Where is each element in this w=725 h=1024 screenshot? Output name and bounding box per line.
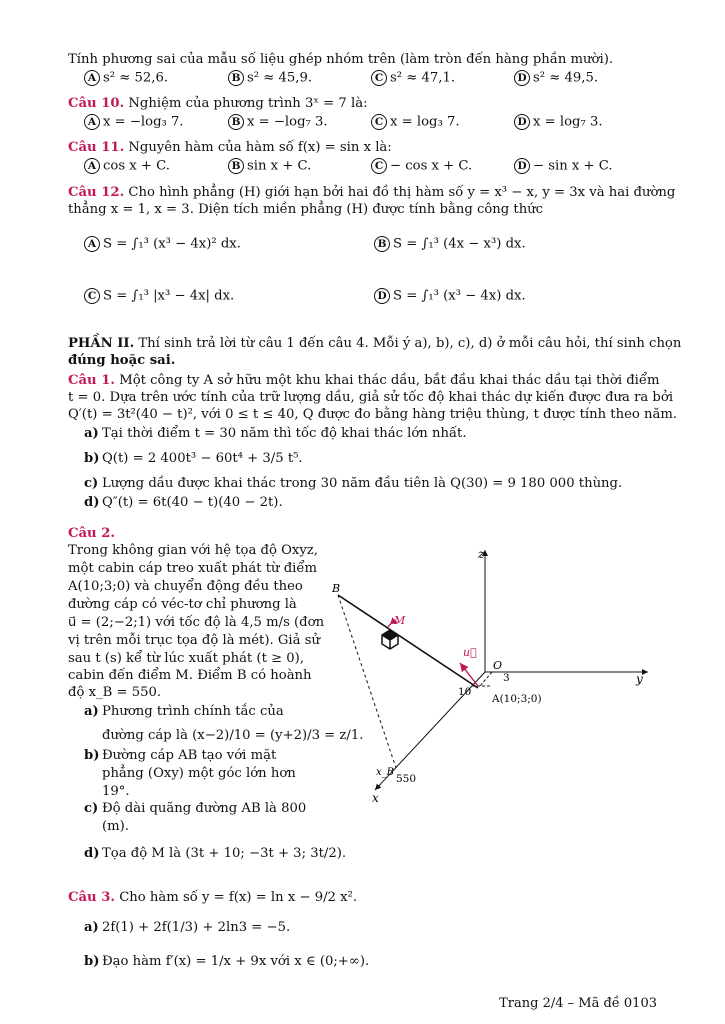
q12-option-d[interactable] — [374, 288, 526, 305]
label-u: u⃗ — [463, 646, 477, 659]
question-label: Câu 11. — [68, 140, 125, 155]
item-key: b) — [84, 451, 100, 466]
option-text: s² ≈ 45,9. — [247, 70, 313, 86]
p2q3-item-a[interactable] — [84, 920, 290, 937]
p2q2-text-line: độ x_B = 550. — [68, 685, 162, 700]
p2q2-item-d[interactable] — [84, 846, 346, 863]
q9-text: Tính phương sai của mẫu số liệu ghép nhóm trên (làm tròn đến hàng phần mười). — [68, 52, 614, 67]
option-marker: D — [374, 288, 390, 304]
option-text: − cos x + C. — [390, 158, 473, 174]
item-text: Q(t) = 2 400t³ − 60t⁴ + 3/5 t⁵. — [102, 451, 303, 466]
question-text: Cho hình phẳng (H) giới hạn bởi hai đồ thị hàm số y = x³ − x, y = 3x và hai đường — [128, 185, 676, 200]
b-projection — [338, 595, 396, 768]
p2q1-item-d[interactable] — [84, 495, 283, 512]
item-key: b) — [84, 748, 100, 763]
option-marker: A — [84, 114, 100, 130]
p2q1-item-c[interactable] — [84, 476, 622, 493]
item-text: Độ dài quãng đường AB là 800 — [102, 801, 307, 816]
q10-option-d[interactable] — [514, 114, 603, 131]
item-text: 2f(1) + 2f(1/3) + 2ln3 = −5. — [102, 920, 291, 935]
label-3: 3 — [503, 672, 510, 684]
q11-option-d[interactable] — [514, 158, 613, 175]
q10-stem — [68, 96, 368, 113]
p2q3-item-b[interactable] — [84, 954, 369, 971]
option-text: x = log₃ 7. — [390, 114, 460, 130]
part2-instructions-line2: đúng hoặc sai. — [68, 353, 176, 368]
label-o: O — [493, 659, 503, 672]
item-text: Đường cáp AB tạo với mặt — [102, 748, 277, 763]
question-text: Nguyên hàm của hàm số f(x) = sin x là: — [128, 140, 392, 155]
option-text: − sin x + C. — [533, 158, 613, 174]
item-key: a) — [84, 426, 99, 441]
label-10: 10 — [458, 686, 472, 698]
part-instructions: Thí sinh trả lời từ câu 1 đến câu 4. Mỗi ý a), b), c), d) ở mỗi câu hỏi, thí sinh chọn — [138, 336, 682, 351]
q11-option-b[interactable] — [228, 158, 311, 175]
option-marker: C — [84, 288, 100, 304]
q11-option-c[interactable] — [371, 158, 472, 175]
p2q2-item-a[interactable] — [84, 704, 284, 721]
p2q2-item-b-cont: phẳng (Oxy) một góc lớn hơn — [102, 766, 296, 781]
option-text: S = ∫₁³ (x³ − 4x)² dx. — [103, 236, 241, 252]
option-text: x = −log₃ 7. — [103, 114, 184, 130]
option-text: S = ∫₁³ (4x − x³) dx. — [393, 236, 526, 252]
item-key: d) — [84, 495, 100, 510]
option-marker: C — [371, 114, 387, 130]
q9-option-c[interactable] — [371, 70, 455, 87]
item-key: b) — [84, 954, 100, 969]
question-text: Một công ty A sở hữu một khu khai thác dầu, bắt đầu khai thác dầu tại thời điểm — [119, 373, 660, 388]
p2q1-line3: Q′(t) = 3t²(40 − t)², với 0 ≤ t ≤ 40, Q được đo bằng hàng triệu thùng, t được tính theo năm. — [68, 407, 678, 422]
q9-option-b[interactable] — [228, 70, 312, 87]
label-z: z — [478, 547, 485, 561]
p2q2-item-c-cont: (m). — [102, 819, 129, 834]
p2q2-item-c[interactable] — [84, 801, 306, 818]
q9-option-d[interactable] — [514, 70, 598, 87]
option-marker: C — [371, 158, 387, 174]
question-text: Cho hàm số y = f(x) = ln x − 9/2 x². — [119, 890, 358, 905]
question-text: Nghiệm của phương trình 3ˣ = 7 là: — [128, 96, 368, 111]
q10-option-b[interactable] — [228, 114, 328, 131]
cable-ab — [338, 595, 478, 688]
q12-option-b[interactable] — [374, 236, 526, 253]
item-key: a) — [84, 704, 99, 719]
option-marker: B — [374, 236, 390, 252]
option-text: x = log₇ 3. — [533, 114, 603, 130]
q12-option-c[interactable] — [84, 288, 234, 305]
q10-option-a[interactable] — [84, 114, 184, 131]
option-text: S = ∫₁³ (x³ − 4x) dx. — [393, 288, 526, 304]
option-marker: A — [84, 70, 100, 86]
item-text: Q″(t) = 6t(40 − t)(40 − 2t). — [102, 495, 283, 510]
item-key: c) — [84, 801, 99, 816]
q12-stem-line1 — [68, 185, 675, 202]
question-label: Câu 12. — [68, 185, 125, 200]
label-b: B — [332, 582, 341, 595]
question-label: Câu 2. — [68, 526, 115, 541]
item-key: d) — [84, 846, 100, 861]
option-text: s² ≈ 52,6. — [103, 70, 169, 86]
option-text: cos x + C. — [103, 158, 170, 174]
p2q2-text-line: A(10;3;0) và chuyển động đều theo — [68, 579, 303, 594]
option-text: x = −log₇ 3. — [247, 114, 328, 130]
p2q2-text-line: đường cáp có véc-tơ chỉ phương là — [68, 597, 297, 612]
page-footer: Trang 2/4 – Mã đề 0103 — [499, 996, 657, 1011]
label-y: y — [636, 672, 643, 686]
item-key: a) — [84, 920, 99, 935]
option-text: S = ∫₁³ |x³ − 4x| dx. — [103, 288, 235, 304]
option-marker: B — [228, 114, 244, 130]
option-marker: C — [371, 70, 387, 86]
label-550: 550 — [396, 773, 417, 785]
p2q2-text-line: một cabin cáp treo xuất phát từ điểm — [68, 561, 318, 576]
p2q2-text-line: sau t (s) kể từ lúc xuất phát (t ≥ 0), — [68, 651, 305, 666]
question-label: Câu 1. — [68, 373, 115, 388]
item-text: Lượng dầu được khai thác trong 30 năm đầu tiên là Q(30) = 9 180 000 thùng. — [102, 476, 623, 491]
item-text: Phương trình chính tắc của — [102, 704, 284, 719]
label-a: A(10;3;0) — [492, 693, 542, 705]
p2q2-text-line: vị trên mỗi trục tọa độ là mét). Giả sử — [68, 633, 320, 648]
p2q1-item-b[interactable] — [84, 451, 303, 468]
item-text: Đạo hàm f′(x) = 1/x + 9x với x ∈ (0;+∞). — [102, 954, 370, 969]
option-text: s² ≈ 49,5. — [533, 70, 599, 86]
label-x: x — [372, 791, 379, 805]
option-marker: A — [84, 236, 100, 252]
part-title: PHẦN II. — [68, 336, 135, 351]
option-marker: A — [84, 158, 100, 174]
part2-heading — [68, 336, 681, 353]
question-label: Câu 10. — [68, 96, 125, 111]
p2q2-item-a-cont: đường cáp là (x−2)/10 = (y+2)/3 = z/1. — [102, 728, 364, 743]
option-marker: B — [228, 158, 244, 174]
p2q2-text-line: cabin đến điểm M. Điểm B có hoành — [68, 668, 312, 683]
option-text: sin x + C. — [247, 158, 312, 174]
option-marker: D — [514, 158, 530, 174]
item-text: Tại thời điểm t = 30 năm thì tốc độ khai thác lớn nhất. — [102, 426, 467, 441]
cable-car-figure — [320, 540, 660, 810]
option-marker: D — [514, 70, 530, 86]
option-marker: B — [228, 70, 244, 86]
p2q3-stem — [68, 890, 357, 907]
q9-option-a[interactable] — [84, 70, 168, 87]
item-text: Tọa độ M là (3t + 10; −3t + 3; 3t/2). — [102, 846, 347, 861]
p2q1-item-a[interactable] — [84, 426, 467, 443]
label-xb: x_B — [376, 767, 394, 778]
q12-stem-line2: thẳng x = 1, x = 3. Diện tích miền phẳng (H) được tính bằng công thức — [68, 202, 544, 217]
p2q1-line1 — [68, 373, 660, 390]
p2q2-text-line: u⃗ = (2;−2;1) với tốc độ là 4,5 m/s (đơn — [68, 615, 325, 630]
p2q2-label — [68, 526, 115, 543]
option-text: s² ≈ 47,1. — [390, 70, 456, 86]
option-marker: D — [514, 114, 530, 130]
q11-option-a[interactable] — [84, 158, 170, 175]
q10-option-c[interactable] — [371, 114, 460, 131]
q11-stem — [68, 140, 392, 157]
p2q2-item-b[interactable] — [84, 748, 276, 765]
p2q2-item-b-cont: 19°. — [102, 784, 130, 799]
item-key: c) — [84, 476, 99, 491]
label-m: M — [394, 614, 406, 627]
dashed-line — [480, 672, 492, 686]
question-label: Câu 3. — [68, 890, 115, 905]
q12-option-a[interactable] — [84, 236, 241, 253]
p2q1-line2: t = 0. Dựa trên ước tính của trữ lượng dầu, giả sử tốc độ khai thác dự kiến được đưa ra bởi — [68, 390, 674, 405]
p2q2-text-line: Trong không gian với hệ tọa độ Oxyz, — [68, 543, 318, 558]
